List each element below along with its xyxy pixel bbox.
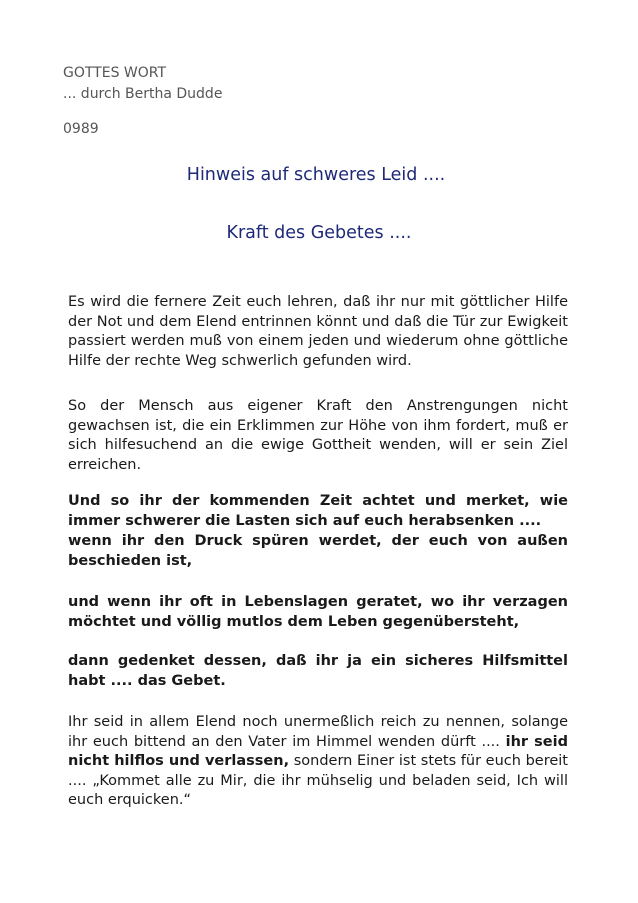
paragraph-4: wenn ihr den Druck spüren werdet, der euch von außen beschieden ist,	[68, 533, 568, 569]
paragraph-3: Und so ihr der kommenden Zeit achtet und merket, wie immer schwerer die Lasten sich auf euch herabsenken ....	[68, 493, 568, 529]
page-title: Hinweis auf schweres Leid ....	[186, 165, 446, 185]
paragraph-7	[68, 713, 568, 811]
paragraph-2: So der Mensch aus eigener Kraft den Anstrengungen nicht gewachsen ist, die ein Erklimmen zur Höhe von ihm fordert, muß er sich hilfesuchend an die ewige Gottheit wenden, will er sein Ziel erreichen.	[68, 398, 568, 473]
paragraph-7-text-start: Ihr seid in allem Elend noch unermeßlich reich zu nennen, solange ihr euch bittend an den Vater im Himmel wenden dürft ....	[68, 714, 568, 750]
paragraph-6	[68, 652, 568, 691]
paragraph-6-text: dann gedenket dessen, daß ihr ja ein sicheres Hilfsmittel habt ....	[68, 653, 568, 689]
paragraph-5: und wenn ihr oft in Lebenslagen geratet, wo ihr verzagen möchtet und völlig mutlos dem Leben gegenübersteht,	[68, 594, 568, 630]
source-label: GOTTES WORT	[63, 65, 167, 81]
page-subtitle: Kraft des Gebetes ....	[226, 223, 412, 243]
paragraph-6-emphasis: das Gebet.	[137, 672, 226, 689]
author-label: ... durch Bertha Dudde	[63, 86, 223, 102]
message-number: 0989	[63, 121, 99, 137]
paragraph-1: Es wird die fernere Zeit euch lehren, daß ihr nur mit göttlicher Hilfe der Not und dem Elend entrinnen könnt und daß die Tür zur Ewigkeit passiert werden muß von einem jeden und wiederum ohne göttliche Hilfe der rechte Weg schwerlich gefunden wird.	[68, 294, 568, 369]
paragraph-7-emphasis: ihr seid nicht hilflos und verlassen,	[68, 733, 568, 769]
paragraph-7-text-end: sondern Einer ist stets für euch bereit .... „Kommet alle zu Mir, die ihr mühselig und beladen seid, Ich will euch erquicken.“	[68, 753, 568, 808]
